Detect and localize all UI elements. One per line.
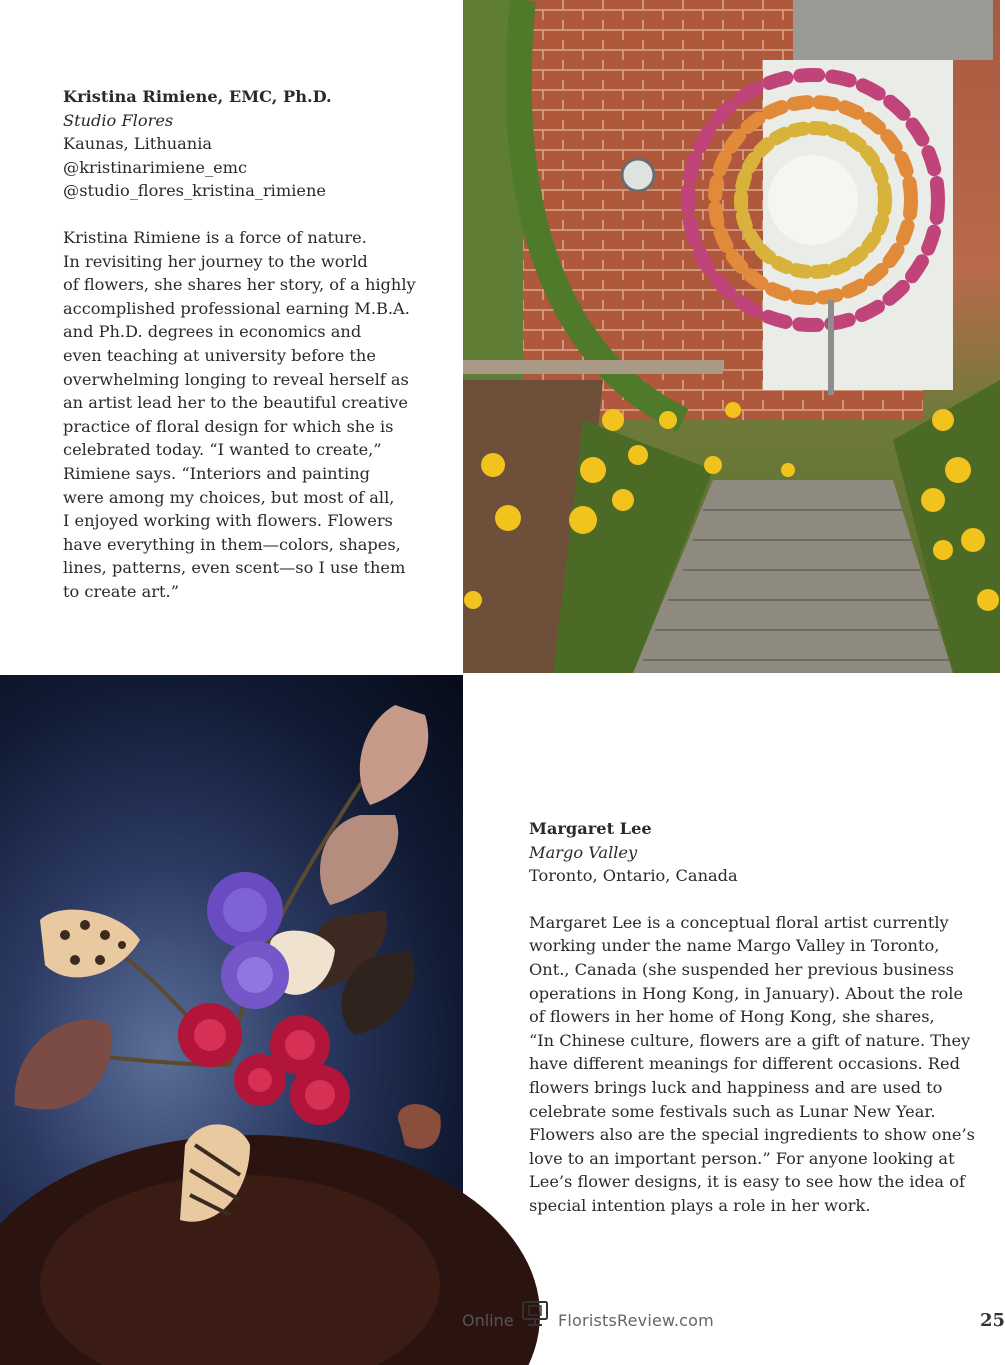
artist-name: Kristina Rimiene, EMC, Ph.D. [63,87,332,106]
bio-paragraph [63,226,453,604]
bio-line: celebrated today. “I wanted to create,” [63,440,382,460]
bio-line: overwhelming longing to reveal herself as [63,369,409,389]
bio-line: were among my choices, but most of all, [63,487,395,507]
bio-line: even teaching at university before the [63,345,376,365]
bio-paragraph [529,911,975,1218]
bio-line: of flowers, she shares her story, of a highly [63,275,416,295]
bio-line: Lee’s flower designs, it is easy to see how the idea of [529,1172,965,1192]
bio-line: I enjoyed working with flowers. Flowers [63,511,393,531]
bio-line: “In Chinese culture, flowers are a gift of nature. They [529,1030,971,1050]
bio-line: celebrate some festivals such as Lunar New Year. [529,1101,936,1121]
studio-name: Margo Valley [529,842,638,862]
footer-label: Online [462,1311,514,1330]
bio-line: Margaret Lee is a conceptual floral artist currently [529,912,949,932]
profile-kristina [63,85,453,603]
bio-line: operations in Hong Kong, in January). About the role [529,983,964,1003]
studio-name: Studio Flores [63,110,174,130]
bio-line: have different meanings for different occasions. Red [529,1054,960,1074]
bio-line: Rimiene says. “Interiors and painting [63,463,371,483]
anthurium-illustration [0,675,463,1361]
bio-line: accomplished professional earning M.B.A. [63,298,410,318]
monitor-icon [520,1299,550,1329]
bio-line: have everything in them—colors, shapes, [63,534,401,554]
artist-name: Margaret Lee [529,819,652,838]
social-handle: @kristinarimiene_emc [63,157,248,177]
bio-line: In revisiting her journey to the world [63,251,368,271]
artist-location: Toronto, Ontario, Canada [529,866,738,886]
bio-line: special intention plays a role in her work. [529,1195,871,1215]
bio-line: practice of floral design for which she is [63,416,394,436]
page-number: 25 [980,1310,1005,1331]
bio-line: flowers brings luck and happiness and are used to [529,1077,943,1097]
bio-line: Kristina Rimiene is a force of nature. [63,227,367,247]
bio-line: of flowers in her home of Hong Kong, she shares, [529,1007,935,1027]
garden-installation-photo [463,0,1000,673]
bio-line: an artist lead her to the beautiful creative [63,393,408,413]
bio-line: to create art.” [63,581,179,601]
artist-location: Kaunas, Lithuania [63,134,213,154]
social-handle: @studio_flores_kristina_rimiene [63,181,326,201]
bio-line: Ont., Canada (she suspended her previous business [529,959,954,979]
flower-arrangement-photo [0,675,463,1361]
garden-illustration [463,0,1000,673]
bio-line: lines, patterns, even scent—so I use them [63,558,406,578]
bio-line: and Ph.D. degrees in economics and [63,322,362,342]
bio-line: working under the name Margo Valley in Toronto, [529,936,940,956]
bio-line: Flowers also are the special ingredients to show one’s [529,1125,975,1145]
bio-line: love to an important person.” For anyone looking at [529,1148,955,1168]
profile-margaret [529,817,975,1218]
footer-website-link[interactable]: FloristsReview.com [558,1311,714,1330]
